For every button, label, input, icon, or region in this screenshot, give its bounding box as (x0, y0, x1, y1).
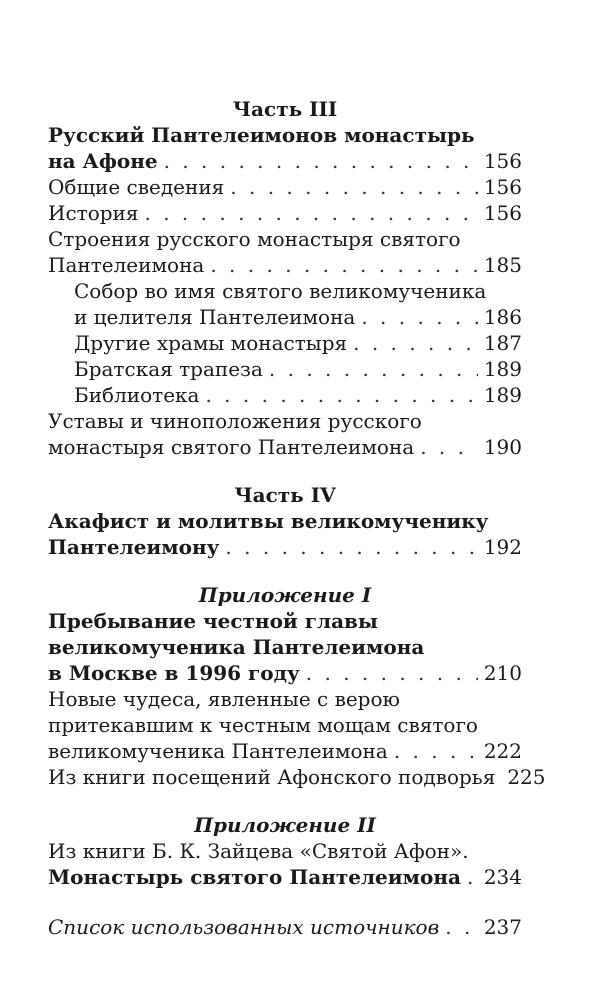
page-number: 225 (507, 765, 546, 789)
toc-entry-miracles-line2: притекавшим к честным мощам святого (48, 713, 478, 737)
toc-entry-miracles-line1: Новые чудеса, явленные с верою (48, 687, 400, 711)
entry-text: Пантелеимону (48, 535, 220, 559)
entry-text: Из книги посещений Афонского подворья (48, 765, 496, 789)
dot-leader (145, 200, 478, 226)
toc-entry-cathedral (48, 304, 522, 330)
appendix2-line1: Из книги Б. К. Зайцева «Святой Афон». (48, 839, 469, 863)
page-number: 192 (483, 535, 522, 559)
dot-leader (353, 330, 478, 356)
toc-entry-general (48, 174, 522, 200)
part4-heading: Часть IV (234, 483, 336, 507)
toc-entry-rules (48, 434, 522, 460)
page-number: 185 (483, 253, 522, 277)
page-number: 156 (483, 201, 522, 225)
page-number: 189 (483, 357, 522, 381)
entry-text: Общие сведения (48, 175, 225, 199)
dot-leader (306, 660, 478, 686)
entry-text: в Москве в 1996 году (48, 661, 300, 685)
page-number: 187 (483, 331, 522, 355)
toc-entry-buildings (48, 252, 522, 278)
page-number: 234 (483, 865, 522, 889)
entry-text: История (48, 201, 139, 225)
dot-leader (467, 864, 478, 890)
page-number: 190 (483, 435, 522, 459)
part3-heading: Часть III (232, 97, 338, 121)
toc-entry-library (48, 382, 522, 408)
toc-entry-appendix1-title (48, 660, 522, 686)
dot-leader (205, 382, 477, 408)
part3-title-line1: Русский Пантелеимонов монастырь (48, 123, 475, 147)
toc-entry-buildings-line1: Строения русского монастыря святого (48, 227, 461, 251)
entry-text: Список использованных источников (48, 915, 440, 939)
appendix1-title-line1: Пребывание честной главы (48, 609, 378, 633)
toc-entry-sources (48, 914, 522, 940)
spacer (48, 890, 522, 914)
entry-text: Братская трапеза (74, 357, 263, 381)
page-number: 210 (483, 661, 522, 685)
entry-text: монастыря святого Пантелеимона (48, 435, 415, 459)
dot-leader (445, 914, 478, 940)
toc-entry-rules-line1: Уставы и чиноположения русского (48, 409, 422, 433)
appendix1-heading: Приложение I (198, 583, 372, 607)
dot-leader (230, 174, 478, 200)
toc-entry-history (48, 200, 522, 226)
dot-leader (394, 738, 478, 764)
page-number: 237 (483, 915, 522, 939)
page-number: 189 (483, 383, 522, 407)
page-number: 222 (483, 739, 522, 763)
part4-title-line1: Акафист и молитвы великомученику (48, 509, 489, 533)
toc-entry-other-churches (48, 330, 522, 356)
page-number: 186 (483, 305, 522, 329)
entry-text: Библиотека (74, 383, 200, 407)
entry-text: на Афоне (48, 149, 158, 173)
toc-entry-part3-title (48, 148, 522, 174)
page-number: 156 (483, 149, 522, 173)
dot-leader (420, 434, 478, 460)
entry-text: и целителя Пантелеимона (74, 305, 356, 329)
page-number: 156 (483, 175, 522, 199)
entry-text: великомученика Пантелеимона (48, 739, 388, 763)
toc-entry-cathedral-line1: Собор во имя святого великомученика (74, 279, 487, 303)
dot-leader (164, 148, 478, 174)
toc-entry-miracles (48, 738, 522, 764)
dot-leader (210, 252, 477, 278)
entry-text: Пантелеимона (48, 253, 205, 277)
dot-leader (225, 534, 477, 560)
entry-text: Монастырь святого Пантелеимона (48, 865, 461, 889)
toc-entry-part4-title (48, 534, 522, 560)
toc-entry-refectory (48, 356, 522, 382)
toc-entry-guestbook (48, 764, 546, 790)
dot-leader (361, 304, 477, 330)
toc-entry-appendix2-title (48, 864, 522, 890)
appendix2-heading: Приложение II (194, 813, 376, 837)
table-of-contents (48, 96, 546, 940)
entry-text: Другие храмы монастыря (74, 331, 348, 355)
dot-leader (269, 356, 478, 382)
appendix1-title-line2: великомученика Пантелеимона (48, 635, 425, 659)
